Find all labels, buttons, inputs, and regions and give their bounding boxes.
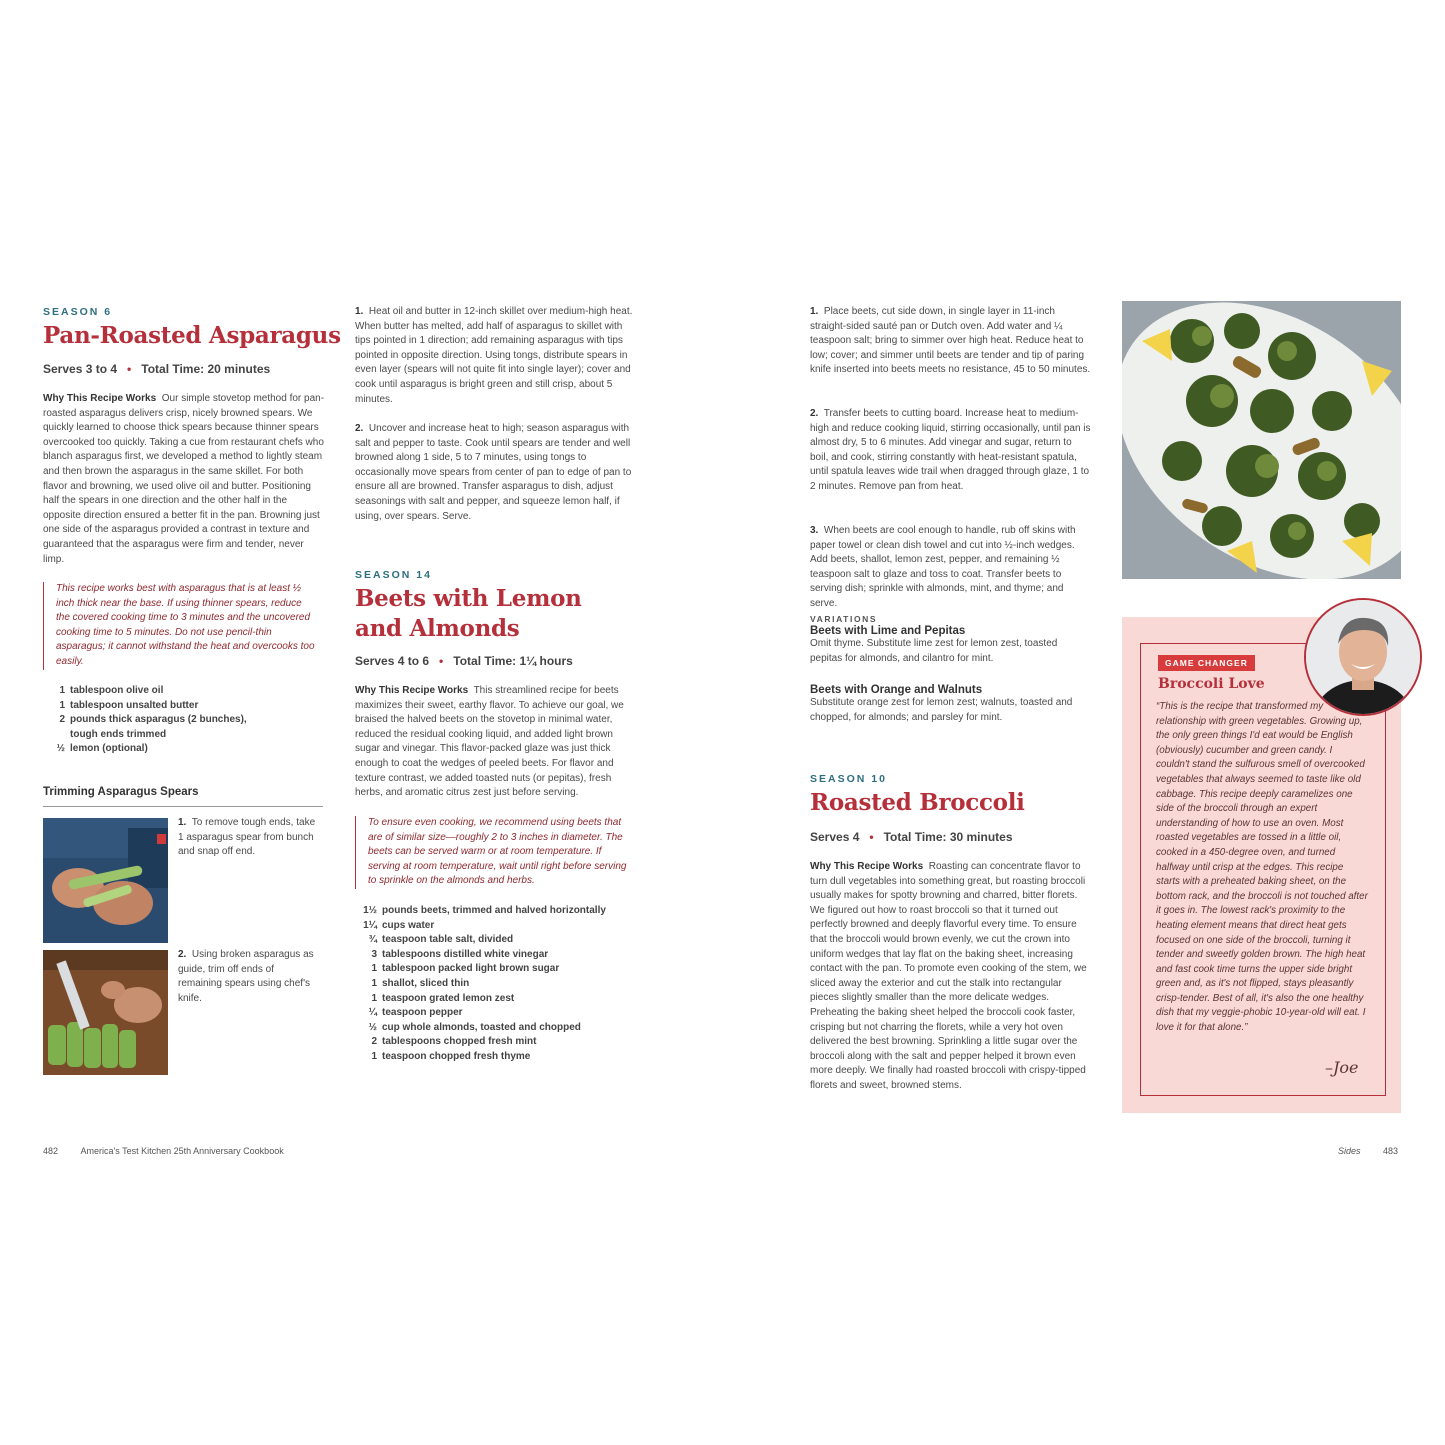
- ingredient-row: ¾ teaspoon table salt, divided: [368, 934, 514, 946]
- game-changer-badge: GAME CHANGER: [1158, 655, 1255, 671]
- page-number-right: 483: [1383, 1146, 1399, 1156]
- section-name: Sides: [1338, 1146, 1361, 1156]
- ingredient-row: 1 shallot, sliced thin: [371, 977, 470, 989]
- bullet: •: [439, 654, 444, 668]
- serves: Serves 3 to 4: [43, 362, 118, 376]
- ingredient-row: 2 pounds thick asparagus (2 bunches), tough ends trimmed: [59, 714, 247, 740]
- season-label-asparagus: SEASON 6: [43, 306, 113, 318]
- ingredient-list-beets: [355, 904, 635, 1065]
- recipe-title-broccoli: Roasted Broccoli: [810, 789, 1025, 816]
- photo-roasted-broccoli: [1122, 301, 1401, 579]
- ingredient-row: ½ cup whole almonds, toasted and chopped: [368, 1021, 581, 1033]
- page-footer-left: [43, 1146, 284, 1156]
- ingredient-row: 1 teaspoon grated lemon zest: [371, 992, 515, 1004]
- serves-time-asparagus: [43, 362, 270, 376]
- why-label: Why This Recipe Works: [43, 393, 157, 404]
- why-text: Our simple stovetop method for pan-roasted asparagus delivers crisp, nicely browned spears. We quickly learned to choose thick spears because thinner spears overcooked too quickly. Taking a cue from restaurant chefs who blanch asparagus first, we developed a method to lightly steam and then brown the asparagus in the same skillet. For both flavor and browning, we used olive oil and butter. Positioning half the spears in one direction and the other half in the opposite direction ensured a better fit in the pan. Browning just one side of the asparagus provided a contrast in texture and guaranteed that the asparagus were firm and tender, never limp.: [43, 393, 325, 565]
- serves-time-beets: [355, 654, 573, 668]
- why-label: Why This Recipe Works: [810, 861, 924, 872]
- trim-asparagus-heading: Trimming Asparagus Spears: [43, 786, 199, 798]
- total-time: Total Time: 30 minutes: [883, 830, 1013, 844]
- recipe-note-asparagus: This recipe works best with asparagus that is at least ½ inch thick near the base. If using thinner spears, reduce the covered cooking time to 3 minutes and the uncovered cooking time to 5 minutes. Do not use pencil-thin asparagus; it cannot withstand the heat and overcooks too easily.: [43, 582, 318, 670]
- trim-step-2: 2. Using broken asparagus as guide, trim off ends of remaining spears using chef's knife.: [178, 949, 314, 1004]
- ingredient-row: ¼ teaspoon pepper: [368, 1007, 463, 1019]
- ingredient-row: 1 tablespoon olive oil: [59, 685, 164, 696]
- why-text: This streamlined recipe for beets maximizes their sweet, earthy flavor. To achieve our goal, we braised the halved beets on the stovetop in minimal water, reduced the residual cooking liquid, and added light brown sugar and vinegar. This flavor-packed glaze was just thick enough to coat the wedges of peeled beets. For flavor and texture contrast, we added toasted nuts (or pepitas), fresh herbs, and aromatic citrus zest just before serving.: [355, 685, 624, 799]
- serves: Serves 4 to 6: [355, 654, 430, 668]
- variation-text: Omit thyme. Substitute lime zest for lemon zest, toasted pepitas for almonds, and cilantro for mint.: [810, 638, 1058, 664]
- photo-trimming-asparagus: [43, 950, 168, 1075]
- recipe-title-beets: Beets with Lemon and Almonds: [355, 585, 582, 642]
- variation-orange-walnuts: [810, 684, 1092, 725]
- bullet: •: [127, 362, 132, 376]
- asparagus-step-2: 2. Uncover and increase heat to high; season asparagus with salt and pepper to taste. Cook until spears are tender and well browned along 1 side, 5 to 7 minutes, using tongs to occasionally move spears from center of pan to edge of pan to ensure all are browned. Transfer asparagus to dish, adjust seasonings with salt and pepper, and squeeze lemon half, if using, over spears. Serve.: [355, 423, 632, 522]
- why-this-recipe-works-asparagus: [43, 392, 325, 567]
- beets-step-2: 2. Transfer beets to cutting board. Increase heat to medium-high and reduce cooking liquid, stirring occasionally, until pan is almost dry, 5 to 6 minutes. Add vinegar and sugar, return to boil, and cook, stirring constantly with heat-resistant spatula, until spatula leaves wide trail when dragged through glaze, 1 to 2 minutes. Remove pan from heat.: [810, 408, 1091, 492]
- variation-title: Beets with Lime and Pepitas: [810, 625, 966, 637]
- bullet: •: [869, 830, 874, 844]
- signature: –Joe: [1325, 1058, 1359, 1077]
- beets-step-3: 3. When beets are cool enough to handle, rub off skins with paper towel or clean dish towel and cut into ½-inch wedges. Add beets, shallot, lemon zest, pepper, and remaining ½ teaspoon salt to glaze and toss to coat. Transfer beets to serving dish; sprinkle with almonds, mint, and thyme; and serve.: [810, 525, 1076, 609]
- ingredient-row: 2 tablespoons chopped fresh mint: [371, 1036, 537, 1048]
- variation-title: Beets with Orange and Walnuts: [810, 684, 983, 696]
- total-time: Total Time: 1¼ hours: [453, 654, 573, 668]
- ingredient-list-asparagus: [43, 684, 303, 757]
- book-title: America's Test Kitchen 25th Anniversary Cookbook: [80, 1146, 284, 1156]
- asparagus-step-1: 1. Heat oil and butter in 12-inch skillet over medium-high heat. When butter has melted, add half of asparagus to skillet with tips pointed in 1 direction; add remaining asparagus with tips pointed in opposite direction. Using tongs, distribute spears in even layer (spears will not quite fit into single layer); cover and cook until asparagus is bright green and still crisp, about 5 minutes.: [355, 306, 633, 405]
- ingredient-row: 1 tablespoon packed light brown sugar: [371, 963, 560, 975]
- recipe-title-asparagus: Pan-Roasted Asparagus: [43, 322, 341, 349]
- season-label-beets: SEASON 14: [355, 569, 432, 581]
- trim-step-1: 1. To remove tough ends, take 1 asparagus spear from bunch and snap off end.: [178, 817, 316, 858]
- divider: [43, 806, 323, 807]
- beets-step-1: 1. Place beets, cut side down, in single layer in 11-inch straight-sided sauté pan or Dutch oven. Add water and ¼ teaspoon salt; bring to simmer over high heat. Reduce heat to low; cover; and simmer until beets are tender and tip of paring knife inserted into beets meets no resistance, 45 to 50 minutes.: [810, 306, 1091, 376]
- total-time: Total Time: 20 minutes: [141, 362, 271, 376]
- sidebar-title: Broccoli Love: [1158, 676, 1265, 692]
- serves-time-broccoli: [810, 830, 1013, 844]
- recipe-note-beets: To ensure even cooking, we recommend using beets that are of similar size—roughly 2 to 3 inches in diameter. The beets can be served warm or at room temperature. If serving at room temperature, wait until right before serving to sprinkle on the almonds and herbs.: [355, 816, 634, 889]
- ingredient-row: 1 teaspoon chopped fresh thyme: [371, 1050, 531, 1062]
- variations-label: VARIATIONS: [810, 614, 878, 624]
- ingredient-row: 1½ pounds beets, trimmed and halved horizontally: [363, 905, 606, 916]
- ingredient-row: 1¼ cups water: [363, 919, 435, 931]
- sidebar-quote: “This is the recipe that transformed my relationship with green vegetables. Growing up, the only green things I'd eat would be English (obviously) cucumber and green candy. I couldn't stand the sulfurous smell of overcooked vegetables that always seemed to taste like old cabbage. This recipe deeply caramelizes one side of the broccoli through an expert understanding of how to use an oven. Most roasted vegetables are tossed in a little oil, cooked in a 450-degree oven, and turned halfway until crisp at the edges. This recipe starts with a preheated baking sheet, on the bottom rack, and the broccoli is not touched after it goes in. The lowest rack's proximity to the heating element means that direct heat gets focused on one side of the broccoli, turning it tender and sweetly golden brown. The high heat and fast cook time turns the upper side bright green and, as it's not flipped, stays pleasantly crisp-tender. Best of all, it's also the one healthy dish that my veggie-phobic 10-year-old will eat. I love it for that alone.”: [1156, 701, 1368, 1034]
- variation-text: Substitute orange zest for lemon zest; walnuts, toasted and chopped, for almonds; and parsley for mint.: [810, 697, 1073, 723]
- ingredient-row: ½ lemon (optional): [56, 743, 148, 755]
- serves: Serves 4: [810, 830, 860, 844]
- why-this-recipe-works-beets: [355, 684, 637, 801]
- why-text: Roasting can concentrate flavor to turn dull vegetables into something great, but roasting broccoli usually makes for spotty browning and charred, bitter florets. We figured out how to roast broccoli so that it turned out perfectly browned and deeply flavorful every time. To ensure that the broccoli would brown evenly, we cut the crown into uniform wedges that lay flat on the baking sheet, increasing contact with the pan. To promote even cooking of the stem, we sliced away the exterior and cut the stalk into rectangular pieces slightly smaller than the more delicate wedges. Preheating the baking sheet helped the broccoli cook faster, crisping but not charring the florets, while a very hot oven delivered the best browning. Sprinkling a little sugar over the broccoli along with the salt and pepper helped it brown even more deeply. We finally had roasted broccoli with crispy-tipped florets and sweet, browned stems.: [810, 861, 1087, 1091]
- ingredient-row: 3 tablespoons distilled white vinegar: [371, 948, 549, 960]
- why-label: Why This Recipe Works: [355, 685, 469, 696]
- avatar-joe: [1304, 598, 1422, 716]
- variation-lime-pepitas: [810, 625, 1092, 666]
- ingredient-row: 1 tablespoon unsalted butter: [59, 699, 199, 711]
- page-number: 482: [43, 1146, 59, 1156]
- photo-snapping-asparagus: [43, 818, 168, 943]
- why-this-recipe-works-broccoli: [810, 860, 1092, 1094]
- season-label-broccoli: SEASON 10: [810, 773, 887, 785]
